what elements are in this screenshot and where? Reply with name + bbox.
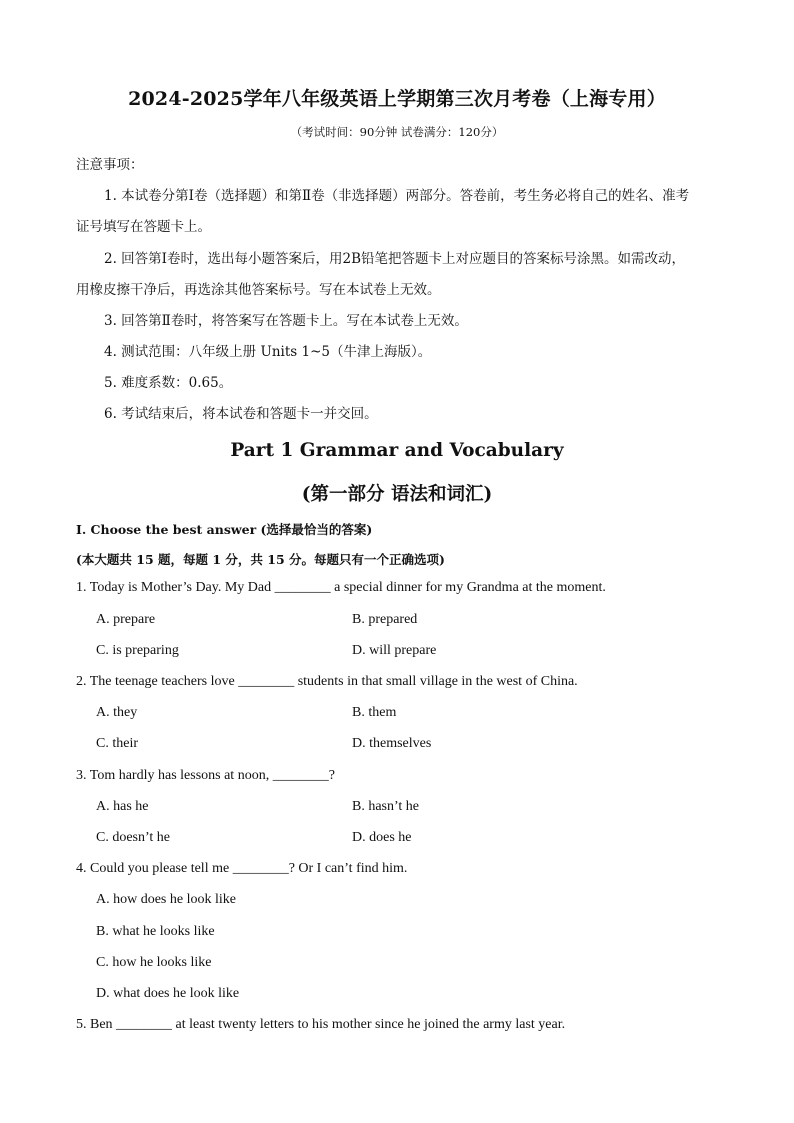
question-stem: 3. Tom hardly has lessons at noon, ________? [76, 768, 335, 783]
question-stem: 2. The teenage teachers love ________ students in that small village in the west of China. [76, 674, 578, 689]
option-b: B. prepared [352, 612, 418, 627]
option-a: A. prepare [96, 612, 156, 627]
option-d: D. does he [352, 830, 412, 845]
option-d: D. will prepare [352, 643, 437, 658]
option-d: D. what does he look like [96, 986, 240, 1001]
option-b: B. them [352, 705, 397, 720]
option-c: C. is preparing [96, 643, 179, 658]
notes-label: 注意事项： [76, 157, 144, 173]
option-d: D. themselves [352, 736, 432, 751]
note-item: 4. 测试范围：八年级上册 Units 1~5（牛津上海版）。 [104, 344, 432, 360]
option-c: C. their [96, 736, 138, 751]
option-a: A. how does he look like [96, 892, 236, 907]
option-b: B. what he looks like [96, 924, 215, 939]
note-item: 6. 考试结束后，将本试卷和答题卡一并交回。 [104, 406, 378, 422]
part-title-en: Part 1 Grammar and Vocabulary [230, 440, 564, 461]
option-a: A. has he [96, 799, 149, 814]
note-item: 证号填写在答题卡上。 [76, 219, 211, 235]
note-item: 3. 回答第Ⅱ卷时，将答案写在答题卡上。写在本试卷上无效。 [104, 313, 468, 329]
section-instruction: (本大题共 15 题，每题 1 分，共 15 分。每题只有一个正确选项) [76, 552, 445, 567]
exam-subtitle: （考试时间：90分钟 试卷满分：120分） [290, 125, 504, 139]
option-a: A. they [96, 705, 138, 720]
option-b: B. hasn’t he [352, 799, 420, 814]
note-item: 用橡皮擦干净后，再选涂其他答案标号。写在本试卷上无效。 [76, 282, 441, 298]
question-stem: 1. Today is Mother’s Day. My Dad ________ a special dinner for my Grandma at the moment. [76, 580, 606, 595]
note-item: 1. 本试卷分第Ⅰ卷（选择题）和第Ⅱ卷（非选择题）两部分。答卷前，考生务必将自己的姓名、准考 [104, 188, 690, 204]
section-heading: I. Choose the best answer (选择最恰当的答案) [76, 522, 373, 537]
note-item: 5. 难度系数：0.65。 [104, 375, 233, 391]
option-c: C. doesn’t he [96, 830, 171, 845]
question-stem: 4. Could you please tell me ________? Or I can’t find him. [76, 861, 408, 876]
note-item: 2. 回答第Ⅰ卷时，选出每小题答案后，用2B铅笔把答题卡上对应题目的答案标号涂黑。如需改动， [104, 251, 686, 267]
option-c: C. how he looks like [96, 955, 212, 970]
part-title-cn: (第一部分 语法和词汇) [301, 484, 493, 505]
question-stem: 5. Ben ________ at least twenty letters to his mother since he joined the army last year. [76, 1017, 566, 1032]
exam-title: 2024-2025学年八年级英语上学期第三次月考卷（上海专用） [128, 88, 666, 110]
